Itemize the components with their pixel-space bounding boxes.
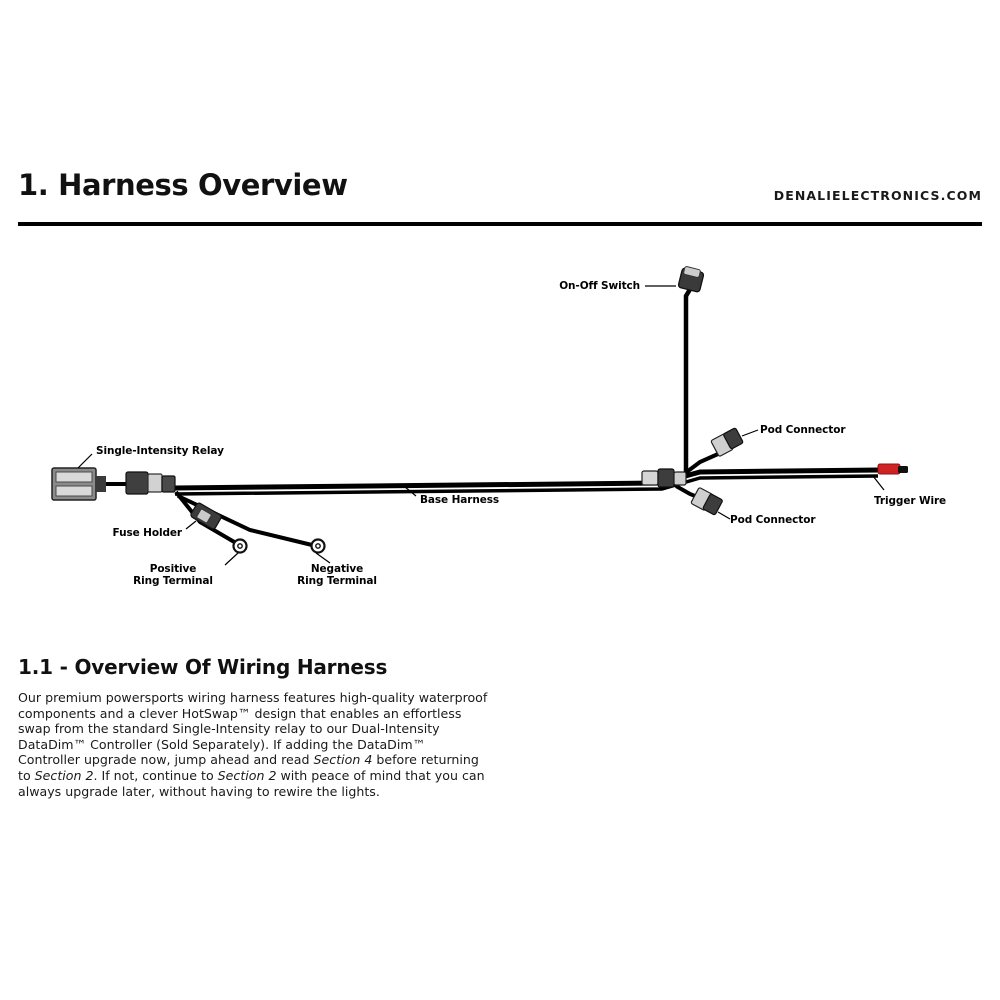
pod-connector-bottom-icon bbox=[691, 487, 723, 515]
label-negative-ring-terminal-line1: Negative bbox=[310, 563, 364, 575]
inline-connector-icon bbox=[642, 469, 686, 487]
paragraph-run-4: . If not, continue to bbox=[93, 767, 218, 783]
paragraph-run-0: Our premium powersports wiring harness features high-quality waterproof components and a clever HotSwap™ design that enables an effortless swap from the standard Single-Intensity relay to our Dual-Intensity DataDim™ Controller (Sold Separately). If adding the DataDim™ Controller upgrade now, jump ahead and read bbox=[18, 690, 488, 768]
label-positive-ring-terminal-line1: Positive bbox=[149, 563, 197, 575]
leader-negative-ring bbox=[316, 553, 330, 563]
label-base-harness: Base Harness bbox=[420, 494, 500, 506]
label-pod-connector-top: Pod Connector bbox=[760, 424, 846, 436]
paragraph-run-1: Section 4 bbox=[313, 752, 373, 768]
trigger-wire-icon bbox=[878, 464, 908, 474]
positive-ring-terminal-icon bbox=[234, 540, 247, 553]
base-harness-wire bbox=[175, 470, 880, 488]
section-heading: 1.1 - Overview Of Wiring Harness bbox=[18, 655, 388, 679]
label-negative-ring-terminal-line2: Ring Terminal bbox=[297, 575, 377, 587]
brand-website: DENALIELECTRONICS.COM bbox=[773, 188, 982, 203]
switch-branch-wire bbox=[686, 286, 692, 476]
label-on-off-switch: On-Off Switch bbox=[559, 280, 640, 292]
label-positive-ring-terminal-line2: Ring Terminal bbox=[133, 575, 213, 587]
paragraph-run-2: before returning to bbox=[18, 752, 479, 783]
hotswap-connector-icon bbox=[126, 472, 175, 494]
label-fuse-holder: Fuse Holder bbox=[112, 527, 182, 539]
section-paragraph bbox=[18, 690, 488, 799]
section-heading-wrap bbox=[18, 655, 718, 691]
negative-ring-terminal-icon bbox=[312, 540, 325, 553]
paragraph-run-5: Section 2 bbox=[217, 767, 277, 783]
fuse-holder-icon bbox=[190, 502, 222, 530]
paragraph-run-6: with peace of mind that you can always upgrade later, without having to rewire the lights. bbox=[18, 767, 485, 799]
leader-pod-top bbox=[742, 430, 758, 436]
label-positive-ring-terminal bbox=[118, 563, 228, 587]
on-off-switch-icon bbox=[678, 266, 704, 292]
page-header bbox=[18, 168, 982, 228]
header-divider bbox=[18, 222, 982, 226]
single-intensity-relay-icon bbox=[52, 468, 106, 500]
harness-diagram bbox=[0, 240, 1000, 620]
label-pod-connector-bottom: Pod Connector bbox=[730, 514, 816, 526]
page-title: 1. Harness Overview bbox=[18, 168, 348, 202]
label-single-intensity-relay: Single-Intensity Relay bbox=[96, 445, 224, 457]
leader-relay bbox=[78, 454, 92, 468]
label-negative-ring-terminal bbox=[282, 563, 392, 587]
paragraph-run-3: Section 2 bbox=[34, 767, 94, 783]
label-trigger-wire: Trigger Wire bbox=[874, 495, 947, 507]
leader-pod-bottom bbox=[718, 512, 730, 519]
pod-connector-top-icon bbox=[711, 428, 744, 457]
leader-fuse-holder bbox=[186, 521, 196, 529]
leader-trigger-wire bbox=[873, 476, 884, 490]
